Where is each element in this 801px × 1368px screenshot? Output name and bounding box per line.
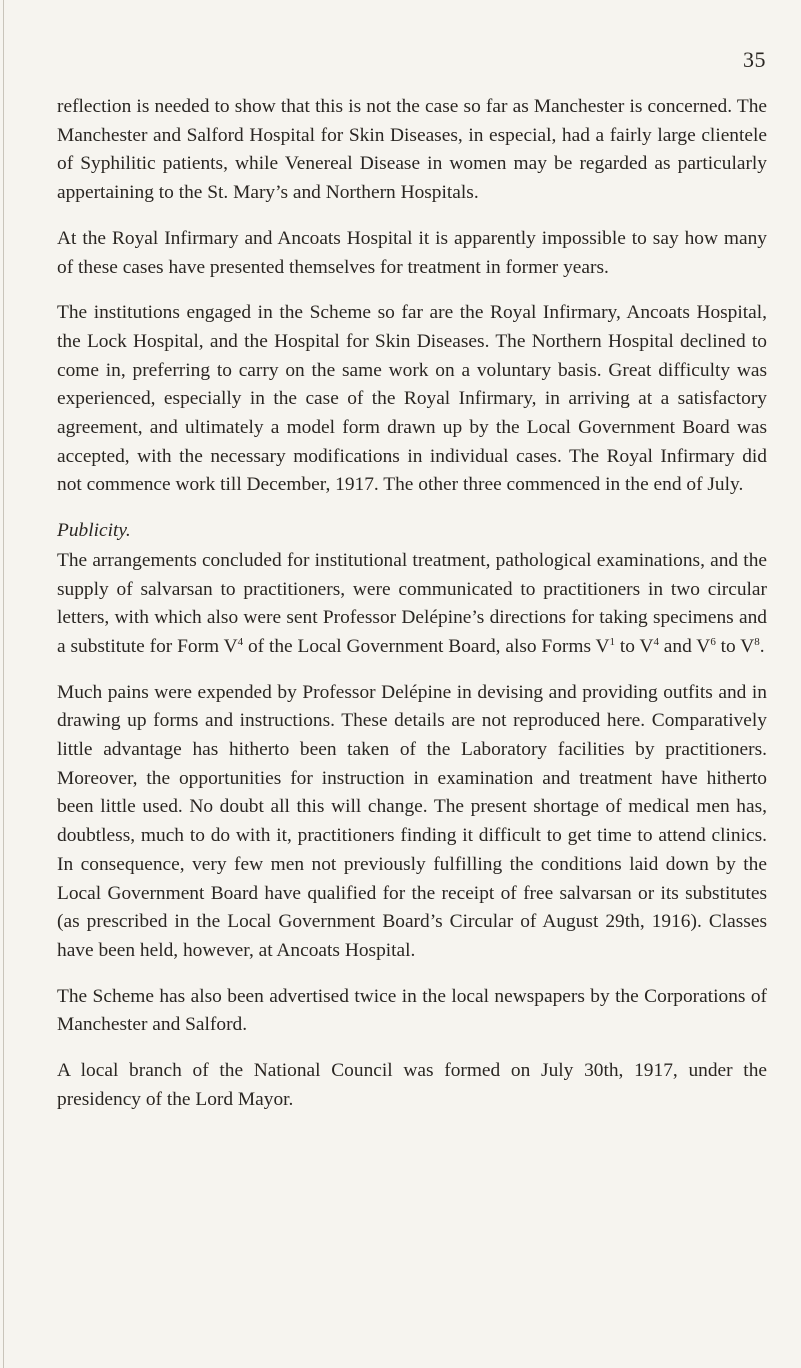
superscript: 8	[754, 635, 760, 648]
paragraph-arrangements-text-e: to V	[715, 635, 755, 657]
section-heading-publicity: Publicity.	[57, 520, 131, 542]
paragraph-arrangements-text-a: The arrangements concluded for institutional treatment, pathological examinations, and the supply of salvarsan to practitioners, were communicated to practitioners in two circular letters, with which also were sent Professor Delépine’s directions for taking specimens and a substitute for Form V	[57, 549, 767, 657]
page-edge-divider	[3, 0, 4, 1368]
paragraph-royal-infirmary-ancoats: At the Royal Infirmary and Ancoats Hospital it is apparently impossible to say how many of these cases have presented themselves for treatment in former years.	[57, 227, 767, 278]
paragraph-institutions-scheme: The institutions engaged in the Scheme so far are the Royal Infirmary, Ancoats Hospital, the Lock Hospital, and the Hospital for Skin Diseases. The Northern Hospital declined to come in, preferring to carry on the same work on a voluntary basis. Great difficulty was experienced, especially in the case of the Royal Infirmary, in arriving at a satisfactory agreement, and ultimately a model form drawn up by the Local Government Board was accepted, with the necessary modifications in individual cases. The Royal Infirmary did not commence work till December, 1917. The other three commenced in the end of July.	[57, 302, 767, 496]
paragraph-manchester-hospitals: reflection is needed to show that this is not the case so far as Manchester is concerned. The Manchester and Salford Hospital for Skin Diseases, in especial, had a fairly large clientele of Syphilitic patients, while Venereal Disease in women may be regarded as particularly appertaining to the St. Mary’s and Northern Hospitals.	[57, 96, 767, 204]
paragraph-arrangements-text-c: to V	[615, 635, 654, 657]
superscript: 1	[609, 635, 616, 648]
paragraph-arrangements-text-f: .	[759, 635, 765, 657]
superscript: 4	[653, 635, 659, 648]
page-number: 35	[743, 47, 766, 72]
paragraph-arrangements-text-b: of the Local Government Board, also Forms V	[243, 635, 610, 657]
paragraph-arrangements-text-d: and V	[658, 635, 711, 657]
paragraph-arrangements	[57, 547, 767, 662]
paragraph-professor-delepine: Much pains were expended by Professor Delépine in devising and providing outfits and in drawing up forms and instructions. These details are not reproduced here. Comparatively little advantage has hitherto been taken of the Laboratory facilities by practitioners. Moreover, the opportunities for instruction in examination and treatment have hitherto been little used. No doubt all this will change. The present shortage of medical men has, doubtless, much to do with it, practitioners finding it difficult to get time to attend clinics. In consequence, very few men not previously fulfilling the conditions laid down by the Local Government Board have qualified for the receipt of free salvarsan or its substitutes (as prescribed in the Local Government Board’s Circular of August 29th, 1916). Classes have been held, however, at Ancoats Hospital.	[57, 681, 767, 961]
paragraph-national-council: A local branch of the National Council was formed on July 30th, 1917, under the presidency of the Lord Mayor.	[57, 1060, 767, 1110]
superscript: 6	[710, 635, 716, 648]
paragraph-advertised: The Scheme has also been advertised twice in the local newspapers by the Corporations of Manchester and Salford.	[57, 985, 767, 1036]
body-text	[57, 93, 767, 1132]
superscript: 4	[237, 635, 244, 648]
